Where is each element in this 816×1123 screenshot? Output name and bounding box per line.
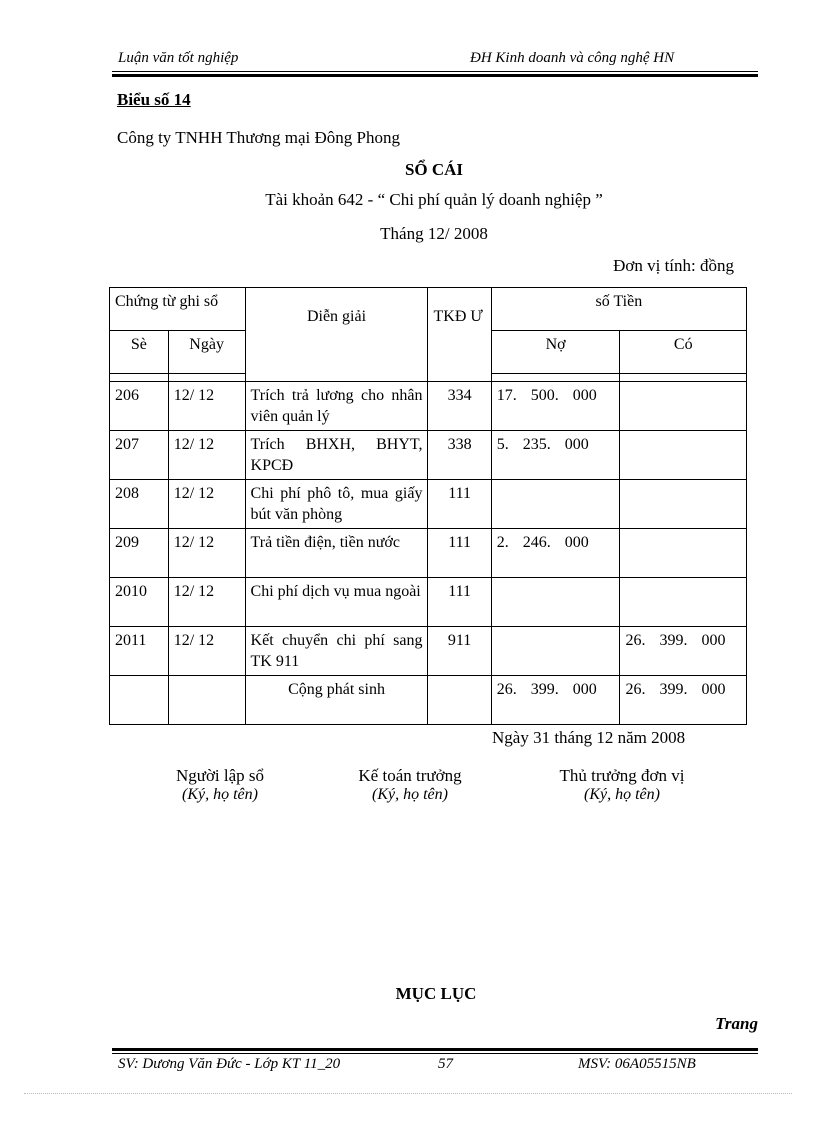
- signature-chief-accountant: [310, 766, 510, 804]
- cell-co: [620, 382, 747, 431]
- cell-ngay: 12/ 12: [168, 382, 245, 431]
- cell-tk: 911: [428, 627, 491, 676]
- cell-dien-giai: Trích trả lương cho nhân viên quản lý: [245, 382, 428, 431]
- table-header-row: [110, 288, 747, 331]
- footer-student: SV: Dương Văn Đức - Lớp KT 11_20: [118, 1056, 341, 1072]
- cell-ngay: 12/ 12: [168, 627, 245, 676]
- cell-co: [620, 529, 747, 578]
- cell-dien-giai: Kết chuyển chi phí sang TK 911: [245, 627, 428, 676]
- cell-co: [620, 431, 747, 480]
- company-name: Công ty TNHH Thương mại Đông Phong: [117, 128, 400, 147]
- cell-tk: 111: [428, 578, 491, 627]
- cell-tk: 111: [428, 480, 491, 529]
- signature-note: (Ký, họ tên): [182, 786, 258, 803]
- ledger-table: [109, 287, 747, 725]
- cell-no: [491, 578, 620, 627]
- header-ngay: Ngày: [168, 331, 245, 374]
- cell-co: [620, 480, 747, 529]
- cell-tk: 111: [428, 529, 491, 578]
- header-no: Nợ: [491, 331, 620, 374]
- header-tkdu: TKĐ Ư: [428, 288, 491, 382]
- signature-director: [522, 766, 722, 804]
- table-row: [110, 382, 747, 431]
- header-co: Có: [620, 331, 747, 374]
- cell-so: 209: [110, 529, 169, 578]
- cell-so: 206: [110, 382, 169, 431]
- cell-no: 5. 235. 000: [491, 431, 620, 480]
- header-rule-thick: [112, 74, 758, 77]
- header-left: Luận văn tốt nghiệp: [118, 50, 239, 66]
- signature-note: (Ký, họ tên): [584, 786, 660, 803]
- table-row: [110, 627, 747, 676]
- signature-note: (Ký, họ tên): [372, 786, 448, 803]
- signature-title: Thủ trưởng đơn vị: [559, 766, 685, 785]
- table-row: [110, 578, 747, 627]
- total-co: 26. 399. 000: [620, 676, 747, 725]
- cell-no: 17. 500. 000: [491, 382, 620, 431]
- cell-co: [620, 578, 747, 627]
- header-right: ĐH Kinh doanh và công nghệ HN: [470, 50, 675, 66]
- page-bottom-divider: [24, 1093, 792, 1094]
- cell-dien-giai: Trả tiền điện, tiền nước: [245, 529, 428, 578]
- table-row: [110, 431, 747, 480]
- table-row: [110, 480, 747, 529]
- page-title: SỔ CÁI: [404, 160, 464, 179]
- table-total-row: [110, 676, 747, 725]
- signature-preparer: [120, 766, 320, 804]
- date-line: Ngày 31 tháng 12 năm 2008: [492, 728, 686, 747]
- cell-ngay: 12/ 12: [168, 578, 245, 627]
- cell-ngay: 12/ 12: [168, 529, 245, 578]
- cell-no: [491, 480, 620, 529]
- footer-rule-thin: [112, 1053, 758, 1054]
- total-no: 26. 399. 000: [491, 676, 620, 725]
- cell-so: 2011: [110, 627, 169, 676]
- signature-title: Người lập sổ: [175, 766, 265, 785]
- cell-tk: 334: [428, 382, 491, 431]
- cell-dien-giai: Chi phí dịch vụ mua ngoài: [245, 578, 428, 627]
- toc-title: MỤC LỤC: [395, 984, 477, 1003]
- header-dien-giai: Diễn giải: [245, 288, 428, 382]
- cell-no: 2. 246. 000: [491, 529, 620, 578]
- footer-page-number: 57: [438, 1056, 453, 1072]
- cell-dien-giai: Chi phí phô tô, mua giấy bút văn phòng: [245, 480, 428, 529]
- footer-msv: MSV: 06A05515NB: [578, 1056, 696, 1072]
- cell-no: [491, 627, 620, 676]
- table-row: [110, 529, 747, 578]
- cell-ngay: 12/ 12: [168, 431, 245, 480]
- cell-co: 26. 399. 000: [620, 627, 747, 676]
- signature-title: Kế toán trưởng: [358, 766, 462, 785]
- cell-tk: 338: [428, 431, 491, 480]
- toc-page-label: Trang: [715, 1014, 758, 1033]
- cell-so: 207: [110, 431, 169, 480]
- period: Tháng 12/ 2008: [380, 224, 488, 243]
- account-subtitle: Tài khoản 642 - “ Chi phí quản lý doanh nghiệp ”: [265, 190, 603, 209]
- cell-dien-giai: Trích BHXH, BHYT, KPCĐ: [245, 431, 428, 480]
- header-rule-thin: [112, 71, 758, 72]
- cell-so: 2010: [110, 578, 169, 627]
- header-chung-tu: Chứng từ ghi sổ: [110, 288, 246, 331]
- cell-so: 208: [110, 480, 169, 529]
- header-so: Sè: [110, 331, 169, 374]
- exhibit-number: Biểu số 14: [117, 90, 191, 109]
- footer-rule-thick: [112, 1048, 758, 1051]
- header-so-tien: số Tiền: [491, 288, 746, 331]
- total-label: Cộng phát sinh: [245, 676, 428, 725]
- currency-unit: Đơn vị tính: đồng: [613, 256, 734, 275]
- cell-ngay: 12/ 12: [168, 480, 245, 529]
